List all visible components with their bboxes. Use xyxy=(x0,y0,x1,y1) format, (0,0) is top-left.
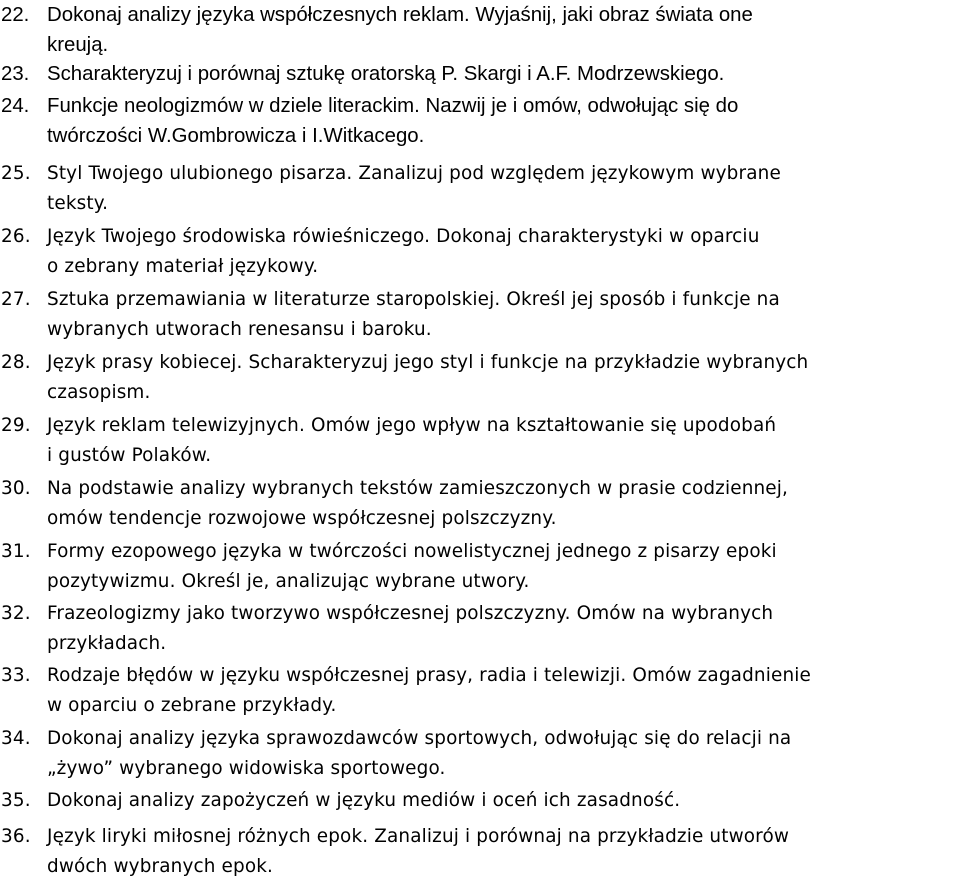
topic-number: 26. xyxy=(1,226,31,247)
topic-number: 29. xyxy=(1,415,31,436)
topic-number: 34. xyxy=(1,728,31,749)
topic-number: 28. xyxy=(1,352,31,373)
topic-number: 33. xyxy=(1,665,31,686)
topic-number: 22. xyxy=(1,4,30,26)
topic-text: Język reklam telewizyjnych. Omów jego wpływ na kształtowanie się upodobań i gustów Polaków. xyxy=(47,415,777,466)
topic-text: Styl Twojego ulubionego pisarza. Zanalizuj pod względem językowym wybrane teksty. xyxy=(47,163,781,214)
topic-text: Formy ezopowego języka w twórczości nowelistycznej jednego z pisarzy epoki pozytywizmu. Określ je, analizując wybrane utwory. xyxy=(47,541,777,592)
topic-number: 24. xyxy=(1,95,30,117)
topic-text: Dokonaj analizy zapożyczeń w języku mediów i oceń ich zasadność. xyxy=(47,790,681,811)
topic-text: Dokonaj analizy języka sprawozdawców sportowych, odwołując się do relacji na „żywo” wybranego widowiska sportowego. xyxy=(47,728,792,779)
topic-number: 36. xyxy=(1,826,31,847)
topic-text: Funkcje neologizmów w dziele literackim. Nazwij je i omów, odwołując się do twórczości W.Gombrowicza i I.Witkacego. xyxy=(47,95,739,147)
topic-text: Na podstawie analizy wybranych tekstów zamieszczonych w prasie codziennej, omów tendencje rozwojowe współczesnej polszczyzny. xyxy=(47,478,789,529)
topic-number: 35. xyxy=(1,790,31,811)
topic-text: Język prasy kobiecej. Scharakteryzuj jego styl i funkcje na przykładzie wybranych czasopism. xyxy=(47,352,809,403)
topic-number: 31. xyxy=(1,541,31,562)
topic-text: Język liryki miłosnej różnych epok. Zanalizuj i porównaj na przykładzie utworów dwóch wybranych epok. xyxy=(47,826,790,877)
topic-number: 25. xyxy=(1,163,31,184)
topic-text: Język Twojego środowiska rówieśniczego. Dokonaj charakterystyki w oparciu o zebrany materiał językowy. xyxy=(47,226,760,277)
topic-number: 30. xyxy=(1,478,31,499)
topic-text: Rodzaje błędów w języku współczesnej prasy, radia i telewizji. Omów zagadnienie w oparciu o zebrane przykłady. xyxy=(47,665,811,716)
topic-text: Frazeologizmy jako tworzywo współczesnej polszczyzny. Omów na wybranych przykładach. xyxy=(47,603,774,654)
topic-text: Scharakteryzuj i porównaj sztukę oratorską P. Skargi i A.F. Modrzewskiego. xyxy=(47,63,725,85)
topic-text: Sztuka przemawiania w literaturze staropolskiej. Określ jej sposób i funkcje na wybranych utworach renesansu i baroku. xyxy=(47,289,780,340)
topic-number: 27. xyxy=(1,289,31,310)
topic-number: 32. xyxy=(1,603,31,624)
topic-text: Dokonaj analizy języka współczesnych reklam. Wyjaśnij, jaki obraz świata one kreują. xyxy=(47,4,753,56)
topic-number: 23. xyxy=(1,63,30,85)
